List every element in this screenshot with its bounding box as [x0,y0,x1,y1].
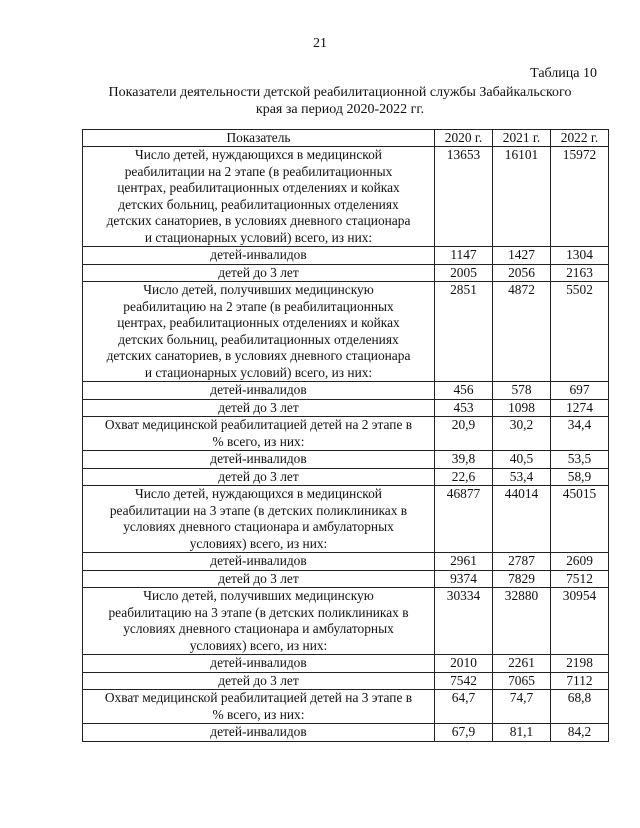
header-2020: 2020 г. [435,130,493,147]
indicator-cell [83,282,435,382]
value-cell-2020: 453 [435,399,493,417]
indicator-text-line: детей-инвалидов [210,451,307,466]
indicator-cell [83,451,435,469]
value-cell-2022: 1274 [551,399,609,417]
indicator-text-line: % всего, из них: [212,706,305,722]
value-cell-2021: 1427 [493,247,551,265]
table-row [83,724,609,742]
value-cell-2021: 74,7 [493,690,551,724]
indicator-text-line: центрах, реабилитационных отделениях и койках [117,315,400,330]
value-cell-2021: 40,5 [493,451,551,469]
table-row [83,399,609,417]
table-row [83,382,609,400]
indicator-cell [83,588,435,655]
table-row [83,264,609,282]
indicators-table [82,129,609,742]
value-cell-2020: 39,8 [435,451,493,469]
table-row [83,147,609,247]
indicator-cell [83,724,435,742]
value-cell-2021: 2787 [493,553,551,571]
indicator-text-line: и стационарных условий) всего, из них: [144,364,373,380]
value-cell-2022: 2198 [551,655,609,673]
value-cell-2020: 456 [435,382,493,400]
value-cell-2021: 2261 [493,655,551,673]
value-cell-2022: 53,5 [551,451,609,469]
indicator-cell [83,655,435,673]
value-cell-2022: 68,8 [551,690,609,724]
indicator-text-line: детских больниц, реабилитационных отделениях [118,196,399,212]
value-cell-2020: 13653 [435,147,493,247]
table-row [83,486,609,553]
table-header-row [83,130,609,147]
value-cell-2022: 7512 [551,570,609,588]
value-cell-2022: 2609 [551,553,609,571]
value-cell-2022: 5502 [551,282,609,382]
indicator-cell [83,570,435,588]
table-row [83,588,609,655]
indicator-cell [83,486,435,553]
value-cell-2020: 2010 [435,655,493,673]
value-cell-2021: 32880 [493,588,551,655]
value-cell-2021: 30,2 [493,417,551,451]
value-cell-2022: 30954 [551,588,609,655]
table-title-line-1: Показатели деятельности детской реабилитационной службы Забайкальского [108,85,572,100]
indicator-text-line: детей-инвалидов [210,655,307,670]
indicator-cell [83,399,435,417]
value-cell-2022: 84,2 [551,724,609,742]
table-row [83,655,609,673]
value-cell-2021: 7065 [493,672,551,690]
header-2022: 2022 г. [551,130,609,147]
indicator-text-line: детей до 3 лет [218,570,299,586]
table-row [83,451,609,469]
indicator-text-line: детей-инвалидов [210,247,307,262]
value-cell-2022: 1304 [551,247,609,265]
indicator-cell [83,690,435,724]
indicator-text-line: детских больниц, реабилитационных отделениях [118,331,399,347]
indicator-text-line: условиях дневного стационара и амбулаторных [123,621,394,636]
indicator-text-line: детей-инвалидов [210,382,307,397]
value-cell-2020: 64,7 [435,690,493,724]
table-row [83,690,609,724]
value-cell-2022: 7112 [551,672,609,690]
value-cell-2021: 578 [493,382,551,400]
table-row [83,553,609,571]
value-cell-2020: 46877 [435,486,493,553]
indicator-text-line: реабилитацию на 3 этапе (в детских поликлиниках в [108,604,409,620]
value-cell-2021: 4872 [493,282,551,382]
table-row [83,672,609,690]
indicator-cell [83,417,435,451]
value-cell-2022: 34,4 [551,417,609,451]
indicator-cell [83,264,435,282]
table-row [83,282,609,382]
table-title-line-2: края за период 2020-2022 гг. [255,102,425,117]
indicator-text-line: и стационарных условий) всего, из них: [144,229,373,245]
indicator-text-line: детских санаториев, в условиях дневного стационара [106,213,411,228]
value-cell-2021: 53,4 [493,468,551,486]
value-cell-2022: 15972 [551,147,609,247]
indicator-text-line: условиях) всего, из них: [189,535,328,551]
value-cell-2020: 22,6 [435,468,493,486]
indicator-text-line: реабилитации на 2 этапе (в реабилитационных [124,163,393,179]
indicator-text-line: детских санаториев, в условиях дневного стационара [106,348,411,363]
indicator-cell [83,468,435,486]
indicator-text-line: Число детей, нуждающихся в медицинской [135,147,382,162]
table-row [83,417,609,451]
table-row [83,247,609,265]
indicator-text-line: центрах, реабилитационных отделениях и койках [117,180,400,195]
value-cell-2020: 2961 [435,553,493,571]
indicator-text-line: Число детей, получивших медицинскую [143,588,374,603]
value-cell-2022: 2163 [551,264,609,282]
indicator-cell [83,553,435,571]
value-cell-2022: 45015 [551,486,609,553]
indicator-cell [83,247,435,265]
table-body [83,147,609,742]
value-cell-2021: 81,1 [493,724,551,742]
table-caption: Таблица 10 [530,66,597,81]
indicator-text-line: Число детей, получивших медицинскую [143,282,374,297]
indicator-text-line: детей до 3 лет [218,468,299,484]
value-cell-2021: 44014 [493,486,551,553]
value-cell-2020: 2851 [435,282,493,382]
value-cell-2020: 30334 [435,588,493,655]
value-cell-2021: 2056 [493,264,551,282]
indicator-cell [83,382,435,400]
indicator-text-line: детей-инвалидов [210,553,307,568]
value-cell-2021: 1098 [493,399,551,417]
value-cell-2020: 9374 [435,570,493,588]
indicator-text-line: условиях) всего, из них: [189,637,328,653]
indicator-text-line: Охват медицинской реабилитацией детей на 2 этапе в [104,417,413,432]
indicator-cell [83,672,435,690]
header-indicator: Показатель [83,130,435,147]
indicator-cell [83,147,435,247]
value-cell-2021: 16101 [493,147,551,247]
value-cell-2020: 2005 [435,264,493,282]
indicator-text-line: реабилитации на 3 этапе (в детских поликлиниках в [109,502,408,518]
value-cell-2022: 58,9 [551,468,609,486]
value-cell-2020: 20,9 [435,417,493,451]
indicator-text-line: детей до 3 лет [218,264,299,280]
value-cell-2020: 67,9 [435,724,493,742]
value-cell-2021: 7829 [493,570,551,588]
value-cell-2022: 697 [551,382,609,400]
value-cell-2020: 1147 [435,247,493,265]
table-row [83,570,609,588]
indicator-text-line: реабилитацию на 2 этапе (в реабилитационных [123,298,394,314]
indicator-text-line: % всего, из них: [212,433,305,449]
indicator-text-line: детей-инвалидов [210,724,307,739]
page-number: 21 [313,36,327,51]
indicator-text-line: условиях дневного стационара и амбулаторных [123,519,394,534]
indicator-text-line: детей до 3 лет [218,672,299,688]
indicator-text-line: Число детей, нуждающихся в медицинской [135,486,382,501]
table-row [83,468,609,486]
indicator-text-line: детей до 3 лет [218,399,299,415]
table-title [40,84,640,118]
value-cell-2020: 7542 [435,672,493,690]
indicator-text-line: Охват медицинской реабилитацией детей на 3 этапе в [104,690,413,705]
header-2021: 2021 г. [493,130,551,147]
